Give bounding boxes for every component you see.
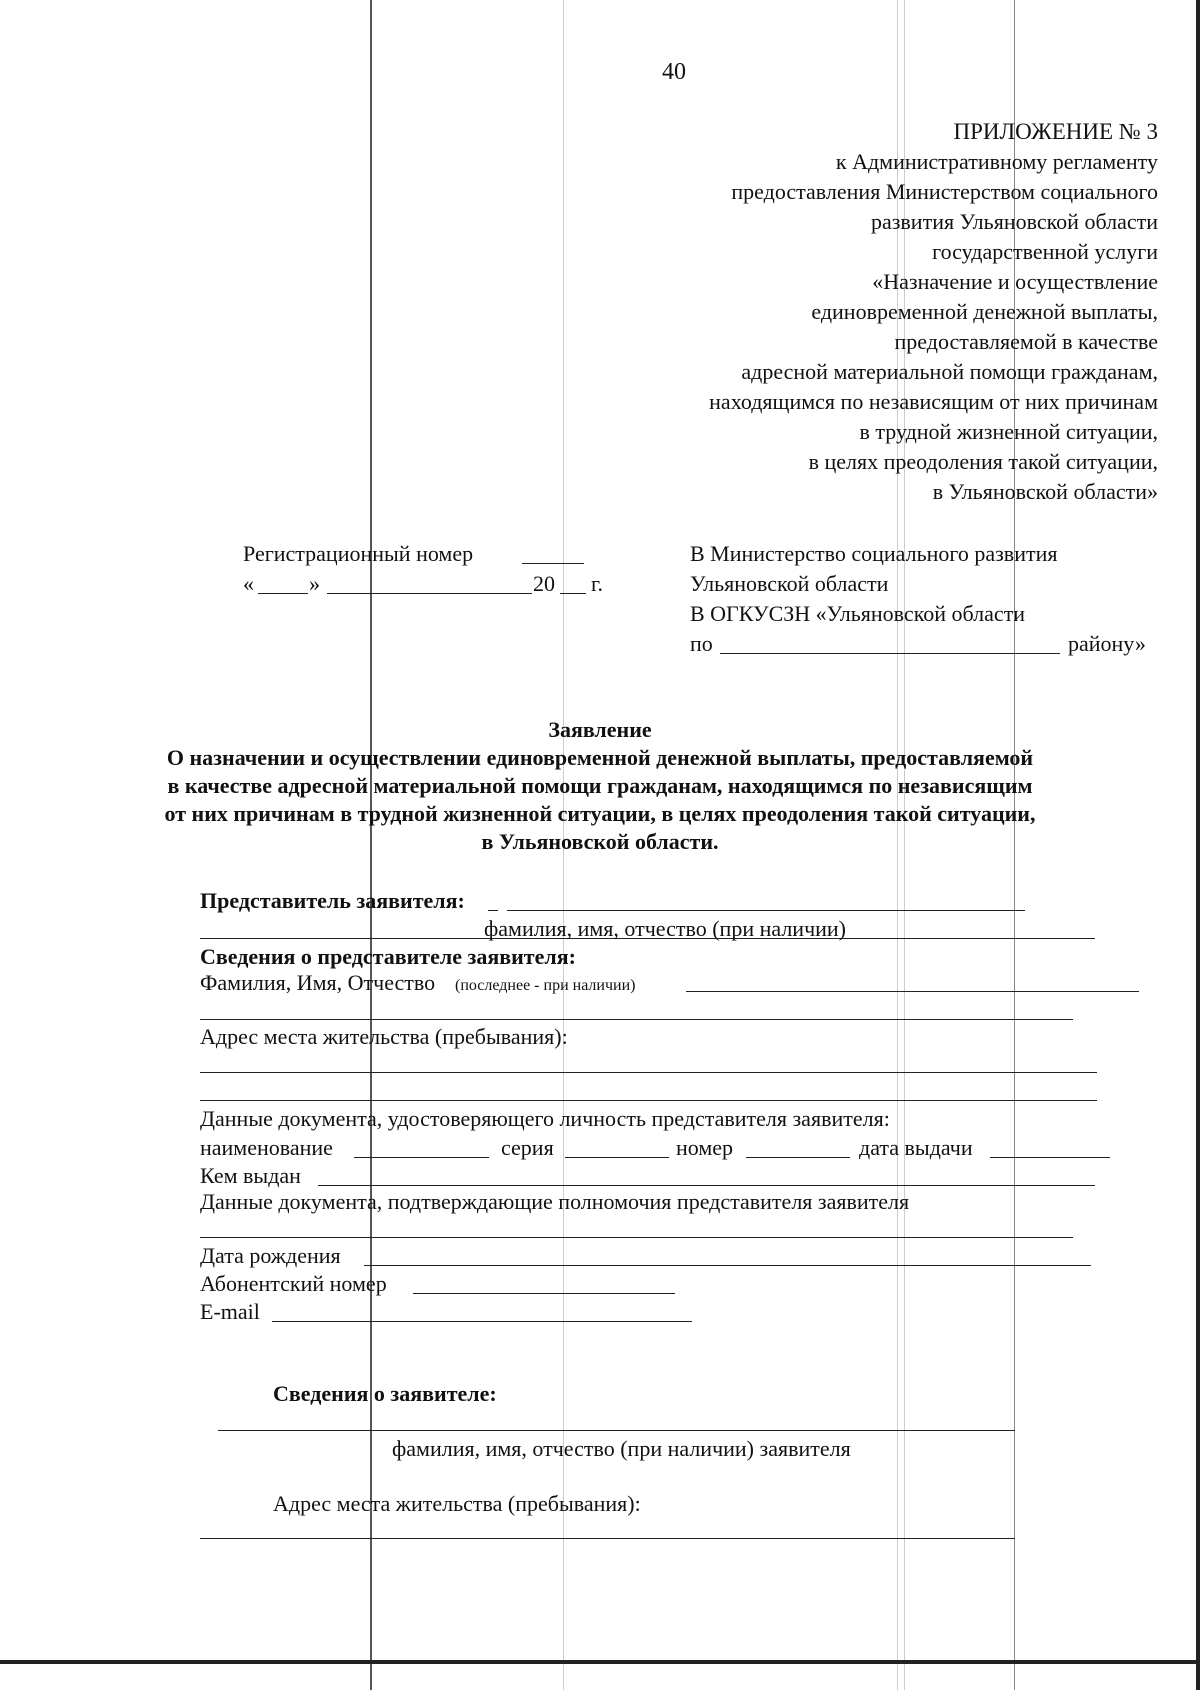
appendix-line: находящимся по независящим от них причинам <box>709 389 1158 414</box>
id-doc-number-field[interactable] <box>746 1157 850 1158</box>
representative-id-doc-label: Данные документа, удостоверяющего личность представителя заявителя: <box>200 1106 890 1131</box>
id-doc-number-label: номер <box>676 1135 734 1160</box>
id-doc-series-label: серия <box>501 1135 554 1160</box>
year-suffix: г. <box>591 571 604 596</box>
representative-address-field-line2[interactable] <box>200 1100 1097 1101</box>
representative-fio-field[interactable] <box>686 991 1139 992</box>
date-month-field[interactable] <box>327 593 532 594</box>
id-doc-issue-date-label: дата выдачи <box>859 1135 973 1160</box>
date-open-quote: « <box>243 571 254 596</box>
id-doc-name-field[interactable] <box>354 1157 489 1158</box>
district-field[interactable] <box>720 653 1060 654</box>
representative-fio-hint: фамилия, имя, отчество (при наличии) <box>484 916 847 941</box>
issued-by-label: Кем выдан <box>200 1163 301 1188</box>
phone-field[interactable] <box>413 1293 675 1294</box>
date-close-quote: » <box>309 571 320 596</box>
appendix-line: «Назначение и осуществление <box>872 269 1158 294</box>
date-day-field[interactable] <box>258 593 308 594</box>
applicant-fio-hint: фамилия, имя, отчество (при наличии) заявителя <box>392 1436 851 1461</box>
applicant-address-label: Адрес места жительства (пребывания): <box>273 1491 641 1516</box>
statement-line: от них причинам в трудной жизненной ситуации, в целях преодоления такой ситуации, <box>164 801 1036 826</box>
applicant-heading: Сведения о заявителе: <box>273 1381 497 1406</box>
addressee-line: В ОГКУСЗН «Ульяновской области <box>690 601 1026 626</box>
representative-address-label: Адрес места жительства (пребывания): <box>200 1024 568 1049</box>
appendix-line: государственной услуги <box>932 239 1158 264</box>
appendix-line: развития Ульяновской области <box>870 209 1158 234</box>
representative-fio-label: Фамилия, Имя, Отчество <box>200 970 436 995</box>
applicant-fio-field[interactable] <box>218 1430 1015 1431</box>
id-doc-issue-date-field[interactable] <box>990 1157 1110 1158</box>
appendix-line: предоставления Министерством социального <box>731 179 1158 204</box>
bottom-border <box>0 1660 1200 1664</box>
authority-doc-label: Данные документа, подтверждающие полномочия представителя заявителя <box>200 1189 910 1214</box>
statement-line: в Ульяновской области. <box>481 829 719 854</box>
authority-doc-field[interactable] <box>200 1237 1073 1238</box>
id-doc-series-field[interactable] <box>565 1157 669 1158</box>
representative-fio-note: (последнее - при наличии) <box>455 977 636 994</box>
appendix-line: в Ульяновской области» <box>932 479 1158 504</box>
page-number: 40 <box>662 59 686 85</box>
email-label: E-mail <box>200 1299 260 1324</box>
appendix-line: в трудной жизненной ситуации, <box>859 419 1158 444</box>
phone-label: Абонентский номер <box>200 1271 387 1296</box>
applicant-address-field[interactable] <box>200 1538 1015 1539</box>
email-field[interactable] <box>272 1321 692 1322</box>
statement-line: в качестве адресной материальной помощи гражданам, находящимся по независящим <box>167 773 1033 798</box>
id-doc-name-label: наименование <box>200 1135 333 1160</box>
addressee-district-suffix: району» <box>1068 631 1146 656</box>
registration-number-field[interactable] <box>522 563 584 564</box>
representative-address-field[interactable] <box>200 1072 1097 1073</box>
representative-info-heading: Сведения о представителе заявителя: <box>200 944 576 969</box>
registration-number-label: Регистрационный номер <box>243 541 474 566</box>
issued-by-field[interactable] <box>318 1185 1095 1186</box>
year-prefix: 20 <box>533 571 555 596</box>
representative-fio-field-line2[interactable] <box>200 1019 1073 1020</box>
appendix-line: адресной материальной помощи гражданам, <box>741 359 1158 384</box>
appendix-line: в целях преодоления такой ситуации, <box>808 449 1158 474</box>
appendix-line: к Административному регламенту <box>835 149 1158 174</box>
appendix-line: единовременной денежной выплаты, <box>811 299 1158 324</box>
appendix-line: предоставляемой в качестве <box>894 329 1158 354</box>
appendix-title: ПРИЛОЖЕНИЕ № 3 <box>953 119 1158 144</box>
addressee-line: Ульяновской области <box>690 571 889 596</box>
birth-date-label: Дата рождения <box>200 1243 341 1268</box>
birth-date-field[interactable] <box>364 1265 1091 1266</box>
representative-label: Представитель заявителя: <box>200 888 465 913</box>
statement-line: О назначении и осуществлении единовременной денежной выплаты, предоставляемой <box>166 745 1034 770</box>
representative-field[interactable] <box>507 910 1025 911</box>
addressee-district-prefix: по <box>690 631 713 656</box>
date-year-field[interactable] <box>560 593 586 594</box>
addressee-line: В Министерство социального развития <box>690 541 1058 566</box>
statement-title: Заявление <box>548 717 652 742</box>
representative-field[interactable] <box>488 910 498 911</box>
